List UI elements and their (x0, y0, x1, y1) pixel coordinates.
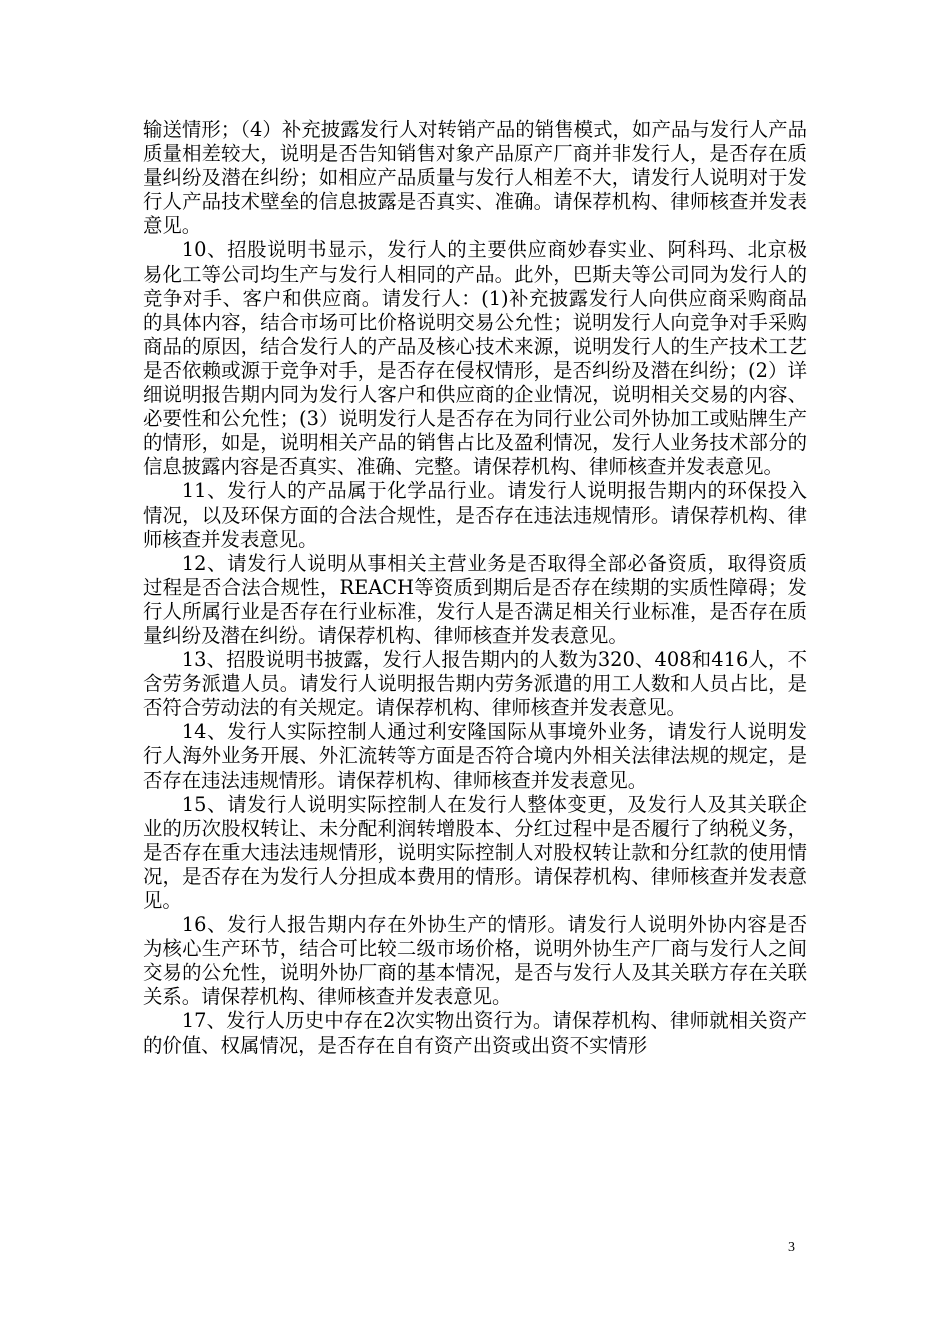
paragraph-item-10: 10、招股说明书显示，发行人的主要供应商妙春实业、阿科玛、北京极易化工等公司均生产与发行人相同的产品。此外，巴斯夫等公司同为发行人的竞争对手、客户和供应商。请发行人：(1)补充披露发行人向供应商采购商品的具体内容，结合市场可比价格说明交易公允性；说明发行人向竞争对手采购商品的原因，结合发行人的产品及核心技术来源，说明发行人的生产技术工艺是否依赖或源于竞争对手，是否存在侵权情形，是否纠纷及潜在纠纷；(2）详细说明报告期内同为发行人客户和供应商的企业情况，说明相关交易的内容、必要性和公允性；(3）说明发行人是否存在为同行业公司外协加工或贴牌生产的情形，如是，说明相关产品的销售占比及盈利情况，发行人业务技术部分的信息披露内容是否真实、准确、完整。请保荐机构、律师核查并发表意见。 (143, 238, 807, 479)
paragraph-item-13: 13、招股说明书披露，发行人报告期内的人数为320、408和416人，不含劳务派遣人员。请发行人说明报告期内劳务派遣的用工人数和人员占比，是否符合劳动法的有关规定。请保荐机构、律师核查并发表意见。 (143, 648, 807, 720)
paragraph-item-17: 17、发行人历史中存在2次实物出资行为。请保荐机构、律师就相关资产的价值、权属情况，是否存在自有资产出资或出资不实情形 (143, 1009, 807, 1057)
paragraph-item-15: 15、请发行人说明实际控制人在发行人整体变更，及发行人及其关联企业的历次股权转让、未分配利润转增股本、分红过程中是否履行了纳税义务，是否存在重大违法违规情形，说明实际控制人对股权转让款和分红款的使用情况，是否存在为发行人分担成本费用的情形。请保荐机构、律师核查并发表意见。 (143, 792, 807, 912)
paragraph-item-11: 11、发行人的产品属于化学品行业。请发行人说明报告期内的环保投入情况，以及环保方面的合法合规性，是否存在违法违规情形。请保荐机构、律师核查并发表意见。 (143, 479, 807, 551)
paragraph-item-16: 16、发行人报告期内存在外协生产的情形。请发行人说明外协内容是否为核心生产环节，结合可比较二级市场价格，说明外协生产厂商与发行人之间交易的公允性，说明外协厂商的基本情况，是否与发行人及其关联方存在关联关系。请保荐机构、律师核查并发表意见。 (143, 913, 807, 1009)
page-number: 3 (788, 1240, 795, 1255)
document-body (143, 118, 807, 1058)
paragraph-item-14: 14、发行人实际控制人通过利安隆国际从事境外业务，请发行人说明发行人海外业务开展、外汇流转等方面是否符合境内外相关法律法规的规定，是否存在违法违规情形。请保荐机构、律师核查并发表意见。 (143, 720, 807, 792)
paragraph-item-12: 12、请发行人说明从事相关主营业务是否取得全部必备资质，取得资质过程是否合法合规性，REACH等资质到期后是否存在续期的实质性障碍；发行人所属行业是否存在行业标准，发行人是否满足相关行业标准，是否存在质量纠纷及潜在纠纷。请保荐机构、律师核查并发表意见。 (143, 551, 807, 647)
paragraph-continuation: 输送情形；（4）补充披露发行人对转销产品的销售模式，如产品与发行人产品质量相差较大，说明是否告知销售对象产品原产厂商并非发行人，是否存在质量纠纷及潜在纠纷；如相应产品质量与发行人相差不大，请发行人说明对于发行人产品技术壁垒的信息披露是否真实、准确。请保荐机构、律师核查并发表意见。 (143, 118, 807, 238)
